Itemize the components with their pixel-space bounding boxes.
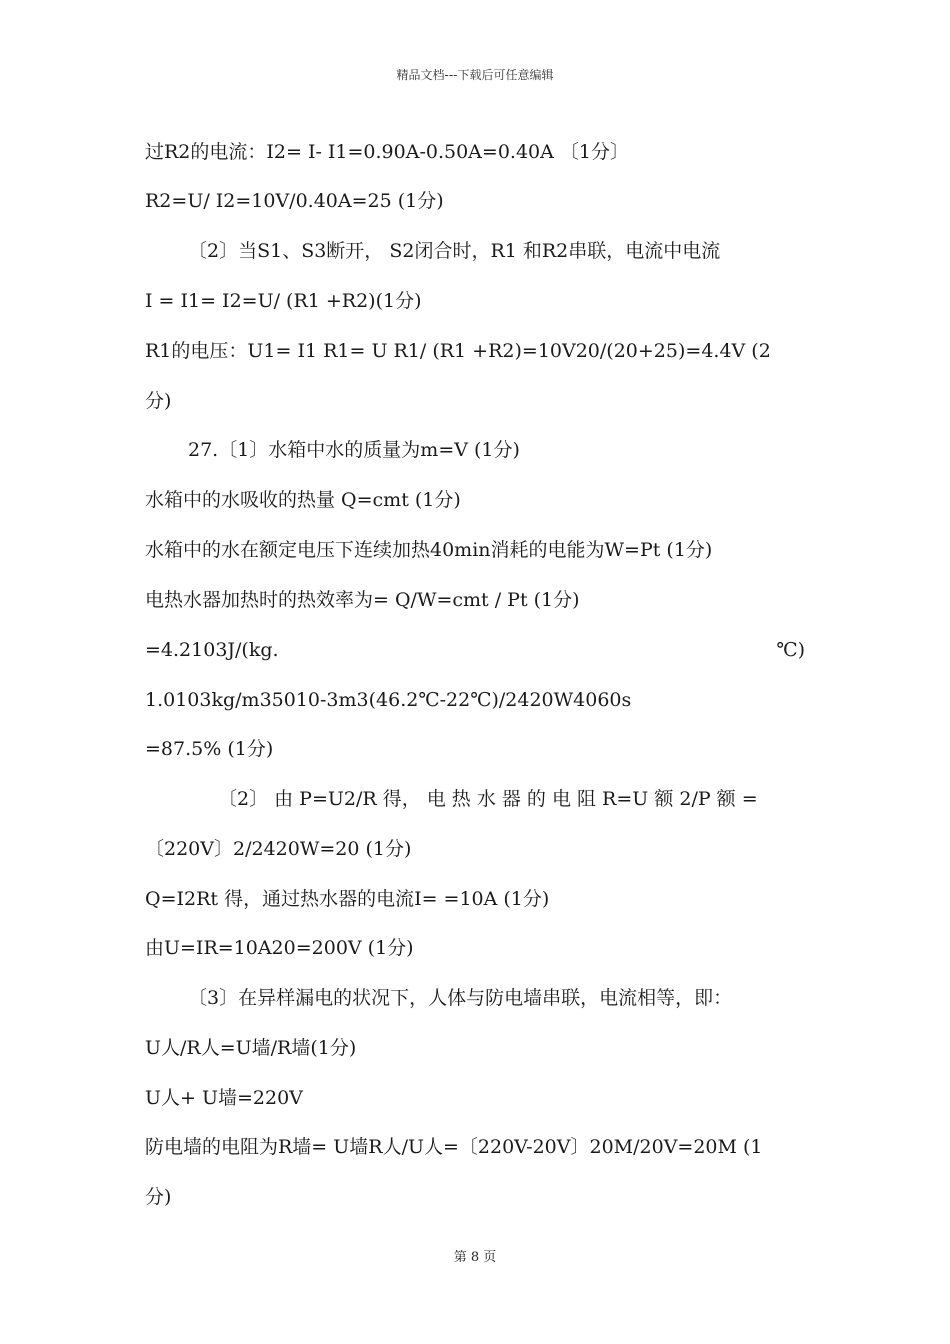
text-segment: =4.2103J/(kg. <box>145 639 279 661</box>
text-line: 电热水器加热时的热效率为= Q/W=cmt / Pt (1分) <box>145 589 580 611</box>
text-line: 分) <box>145 1186 172 1208</box>
text-line-justified <box>145 637 805 663</box>
text-line: 过R2的电流：I2= I- I1=0.90A-0.50A=0.40A 〔1分〕 <box>145 141 629 163</box>
text-line: I = I1= I2=U/ (R1 +R2)(1分) <box>145 290 422 312</box>
text-line: 〔2〕当S1、S3断开， S2闭合时，R1 和R2串联，电流中电流 <box>188 240 721 262</box>
page-header: 精品文档---下载后可任意编辑 <box>396 68 554 82</box>
text-line: U人/R人=U墙/R墙(1分) <box>145 1037 357 1059</box>
page-footer: 第 8 页 <box>453 1250 497 1265</box>
text-line: =87.5% (1分) <box>145 738 274 760</box>
text-line: U人+ U墙=220V <box>145 1087 303 1109</box>
text-line: 防电墙的电阻为R墙= U墙R人/U人=〔220V-20V〕20M/20V=20M (1 <box>145 1136 763 1158</box>
text-line: 分) <box>145 390 172 412</box>
text-line: 〔2〕 由 P=U2/R 得， 电 热 水 器 的 电 阻 R=U 额 2/P 额 = <box>218 788 758 810</box>
text-line: R1的电压：U1= I1 R1= U R1/ (R1 +R2)=10V20/(20+25)=4.4V (2 <box>145 340 771 362</box>
text-line: 〔220V〕2/2420W=20 (1分) <box>145 838 412 860</box>
text-line: Q=I2Rt 得，通过热水器的电流I= =10A (1分) <box>145 888 550 910</box>
text-line: 水箱中的水在额定电压下连续加热40min消耗的电能为W=Pt (1分) <box>145 539 713 561</box>
text-line: 水箱中的水吸收的热量 Q=cmt (1分) <box>145 489 461 511</box>
text-line: R2=U/ I2=10V/0.40A=25 (1分) <box>145 190 444 212</box>
text-line: 27.〔1〕水箱中水的质量为m=V (1分) <box>188 439 520 461</box>
text-line: 由U=IR=10A20=200V (1分) <box>145 937 414 959</box>
text-line: 〔3〕在异样漏电的状况下，人体与防电墙串联，电流相等，即： <box>188 987 733 1009</box>
text-segment: ℃) <box>776 639 805 661</box>
text-line: 1.0103kg/m35010-3m3(46.2℃-22℃)/2420W4060s <box>145 689 632 711</box>
